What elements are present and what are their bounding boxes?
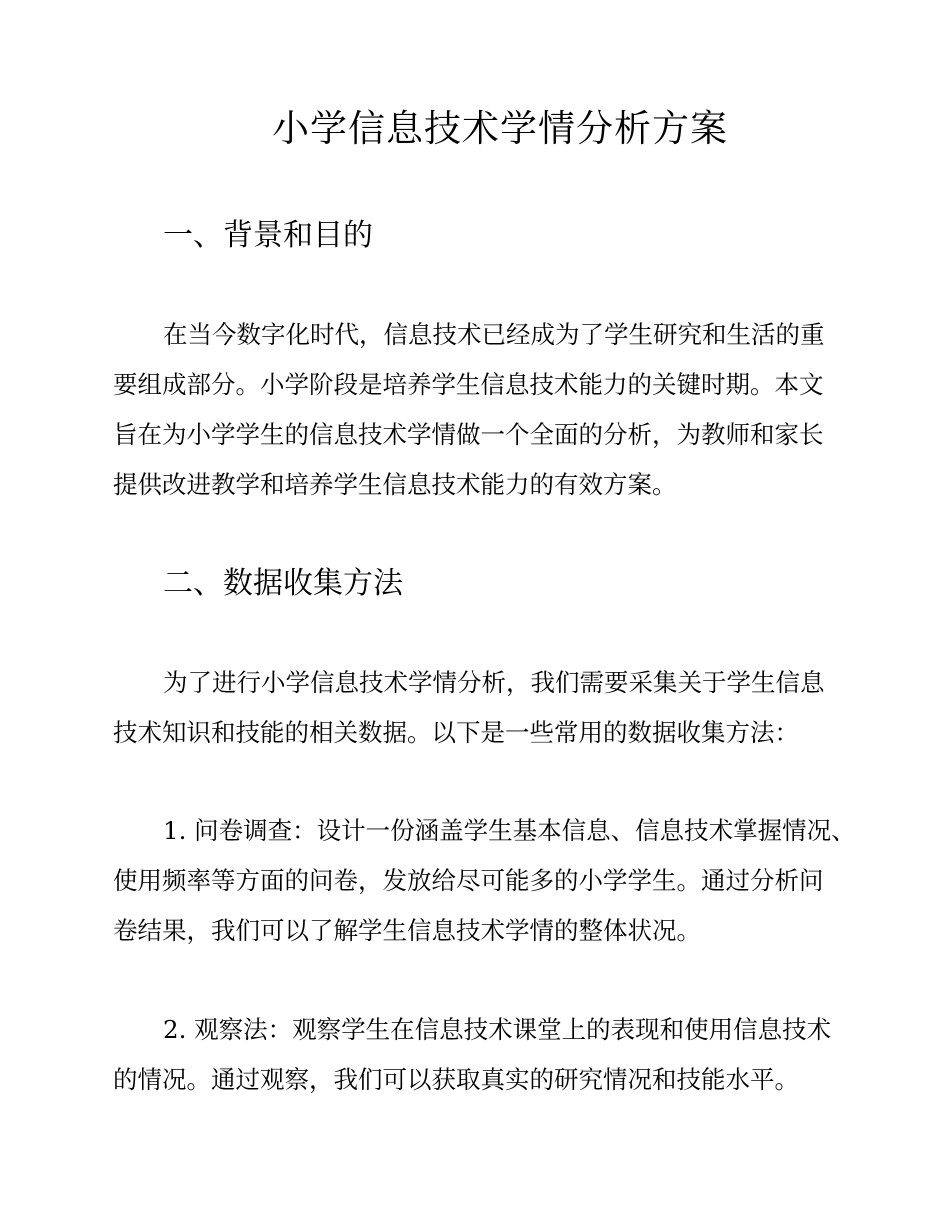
paragraph-observation [113,1005,873,1105]
paragraph-line: 使用频率等方面的问卷，发放给尽可能多的小学学生。通过分析问 [113,866,824,895]
paragraph-background [113,310,873,510]
paragraph-line: 的情况。通过观察，我们可以获取真实的研究情况和技能水平。 [113,1065,799,1094]
paragraph-line: 技术知识和技能的相关数据。以下是一些常用的数据收集方法： [113,718,799,747]
paragraph-questionnaire [113,806,873,956]
paragraph-line: 为了进行小学信息技术学情分析，我们需要采集关于学生信息 [163,668,825,697]
paragraph-line: 旨在为小学学生的信息技术学情做一个全面的分析，为教师和家长 [113,420,824,449]
paragraph-data-collection-intro [113,658,873,758]
paragraph-line: 卷结果，我们可以了解学生信息技术学情的整体状况。 [113,916,701,945]
paragraph-line: 要组成部分。小学阶段是培养学生信息技术能力的关键时期。本文 [113,370,824,399]
section-heading-background: 一、背景和目的 [163,218,373,253]
paragraph-line: 1. 问卷调查：设计一份涵盖学生基本信息、信息技术掌握情况、 [163,816,856,845]
paragraph-line: 2. 观察法：观察学生在信息技术课堂上的表现和使用信息技术 [163,1015,832,1044]
paragraph-line: 在当今数字化时代，信息技术已经成为了学生研究和生活的重 [163,320,825,349]
section-heading-data-collection: 二、数据收集方法 [163,566,403,601]
paragraph-line: 提供改进教学和培养学生信息技术能力的有效方案。 [113,470,677,499]
document-title: 小学信息技术学情分析方案 [272,107,728,150]
